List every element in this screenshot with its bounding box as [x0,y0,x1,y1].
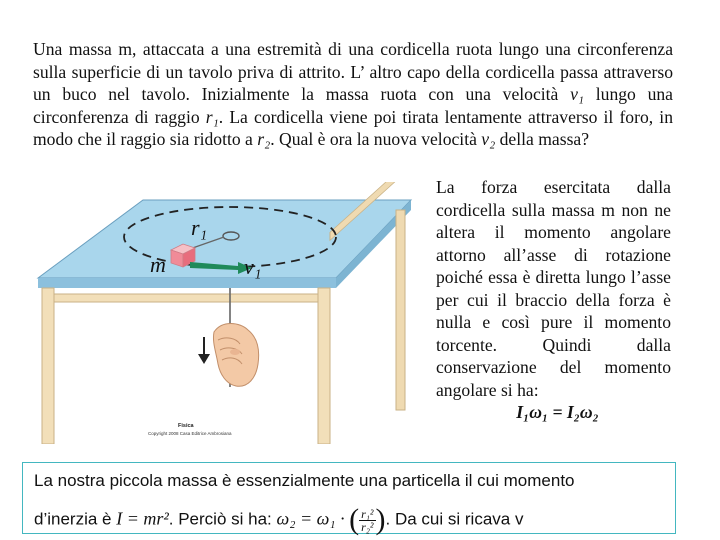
explanation-text [436,176,671,424]
explanation-paragraph: La forza esercitata dalla cordicella sulla massa m non ne altera il momento angolare attorno all’asse di rotazione poiché essa è diretta lungo l’asse per cui il braccio della forza è nulla e così pure il momento torcente. Quindi dalla conservazione del momento angolare si ha: [436,177,671,400]
problem-text-4: . Qual è ora la nuova velocità [270,129,482,149]
velocity-v2: v₂ [481,129,496,149]
problem-text-2: lungo una circonferenza di raggio [33,84,673,127]
line2-text-b: . Perciò si ha: [168,509,277,529]
problem-statement [33,38,673,151]
radius-r2: r₂ [257,129,271,149]
conclusion-line-2 [34,503,523,537]
label-r1: r₁ [191,215,208,240]
fraction-denominator: r₂² [361,519,374,534]
caption-title: Fisica [178,423,194,429]
fraction-numerator: r₁² [361,506,374,521]
problem-text-5: della massa? [495,129,590,149]
omega-expression: ω₂ = ω₁ · [276,508,350,529]
hand-illustration [213,324,258,387]
problem-text-3: . La cordicella viene poi tirata lentamente attraverso il foro, in modo che il raggio sia ridotto a [33,106,673,149]
line2-text-c: . Da cui si ricava v [385,509,524,529]
angular-momentum-equation: I₁ω₁ = I₂ω₂ [516,402,599,422]
right-paren: ) [375,503,386,536]
caption-copyright: Copyright 2008 Casa Editrice Ambrosiana [148,431,232,436]
problem-text-1: Una massa m, attaccata a una estremità di una cordicella ruota lungo una circonferenza sulla superficie di un tavolo priva di attrito. L’ altro capo della cordicella passa attraverso un buco nel tavolo. Inizialmente la massa ruota con una velocità [33,39,673,104]
line2-text-a: d’inerzia è [34,509,117,529]
down-arrow [198,354,210,364]
velocity-v1: v₁ [570,84,585,104]
left-paren: ( [349,503,360,536]
table-figure [26,182,426,444]
radius-r1: r₁ [205,106,219,127]
inertia-formula: I = mr² [116,508,169,529]
label-m: m [150,252,166,277]
label-v1: v₁ [244,254,262,279]
conclusion-box [22,462,676,534]
conclusion-line-1: La nostra piccola massa è essenzialmente una particella il cui momento [34,471,575,490]
radius-fraction [359,508,375,533]
